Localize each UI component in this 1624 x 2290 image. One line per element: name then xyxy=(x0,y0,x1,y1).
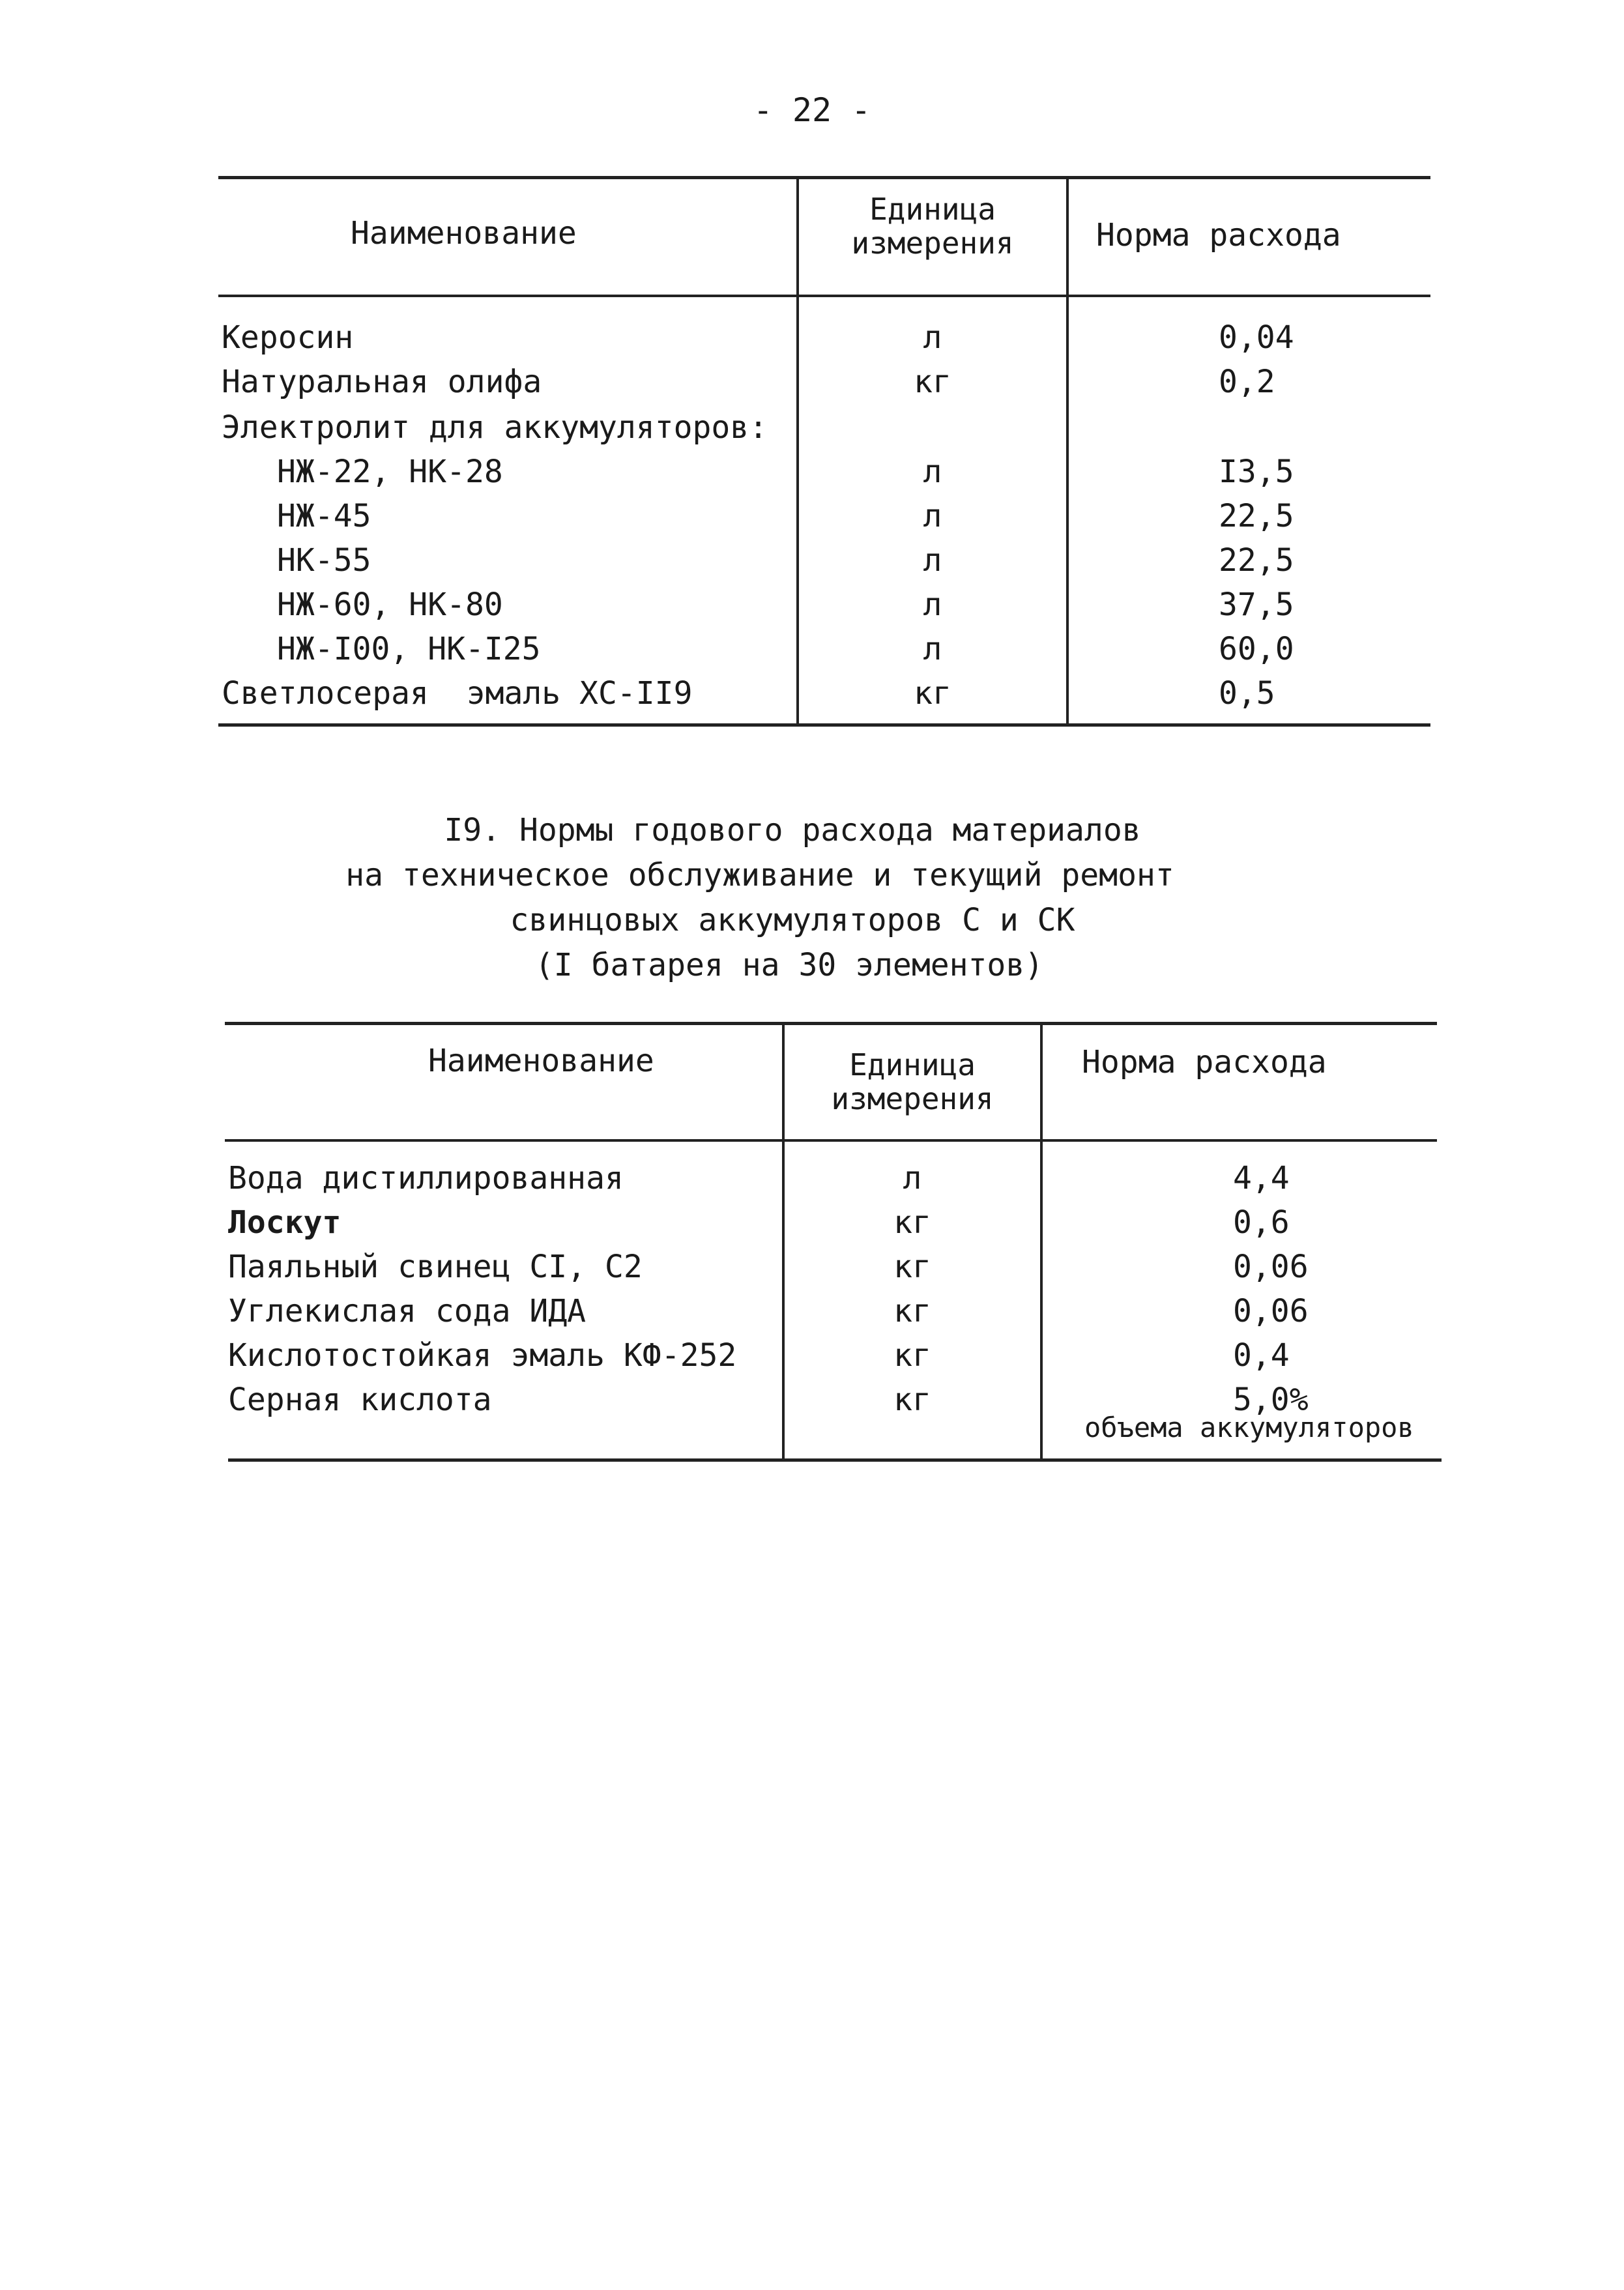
table-1-bottom-rule xyxy=(218,723,1430,727)
table-2-caption xyxy=(0,808,1624,988)
table-2-row-name: Серная кислота xyxy=(228,1382,492,1418)
table-2-row-unit: кг xyxy=(893,1382,931,1418)
table-1-row-value: 0,04 xyxy=(1219,319,1294,356)
table-2-row-name: Паяльный свинец СI, С2 xyxy=(228,1249,643,1285)
table-2-header-name: Наименование xyxy=(428,1043,654,1079)
caption-line-1: I9. Нормы годового расхода материалов xyxy=(444,812,1141,848)
table-1-row-unit: л xyxy=(923,587,942,623)
table-1-header-norm: Норма расхода xyxy=(1096,217,1341,254)
table-1-row-value: 0,5 xyxy=(1219,675,1275,712)
table-1-row-name: Светлосерая эмаль ХС-II9 xyxy=(222,675,693,712)
table-1-row-unit: л xyxy=(923,498,942,534)
table-2-row-unit: кг xyxy=(893,1337,931,1374)
table-2-divider-2 xyxy=(1040,1022,1043,1460)
table-2-row-value: 0,06 xyxy=(1233,1249,1309,1285)
table-2-header-rule xyxy=(225,1139,1437,1142)
table-1-row-value: 22,5 xyxy=(1219,498,1294,534)
table-1-row-value: 0,2 xyxy=(1219,364,1275,400)
table-2-row-value: 0,6 xyxy=(1233,1204,1290,1241)
table-2-row-name: Вода дистиллированная xyxy=(228,1160,624,1196)
table-2-header-norm: Норма расхода xyxy=(1082,1044,1327,1080)
table-2-bottom-rule xyxy=(228,1458,1442,1462)
table-1-row-unit: кг xyxy=(914,364,951,400)
table-1-header-rule xyxy=(218,295,1430,297)
table-2-row-value: 4,4 xyxy=(1233,1160,1290,1196)
table-1-header-unit xyxy=(799,192,1066,260)
table-2-row-unit: кг xyxy=(893,1249,931,1285)
table-2-row-name: Углекислая сода ИДА xyxy=(228,1293,587,1329)
table-2-row-value: 0,4 xyxy=(1233,1337,1290,1374)
table-2-row-unit: кг xyxy=(893,1293,931,1329)
table-1-row-name: НЖ-22, НК-28 xyxy=(277,454,503,490)
table-1-row-value: I3,5 xyxy=(1219,454,1294,490)
table-2-row-name: Лоскут xyxy=(228,1204,341,1241)
table-1-divider-2 xyxy=(1066,176,1069,725)
caption-line-2: на техническое обслуживание и текущий ремонт xyxy=(345,857,1174,893)
table-1-top-rule xyxy=(218,176,1430,179)
table-1-header-unit-line1: Единица xyxy=(869,192,996,227)
table-1-row-name: НЖ-45 xyxy=(277,498,371,534)
table-2-header-unit-line2: измерения xyxy=(831,1081,994,1116)
table-1-row-value: 37,5 xyxy=(1219,587,1294,623)
table-1-header-name: Наименование xyxy=(351,215,577,252)
table-2-row-unit: кг xyxy=(893,1204,931,1241)
table-1-row-name: НЖ-60, НК-80 xyxy=(277,587,503,623)
table-1-row-value: 22,5 xyxy=(1219,542,1294,579)
caption-line-4: (I батарея на 30 элементов) xyxy=(534,947,1044,983)
table-1-row-name: НЖ-I00, НК-I25 xyxy=(277,631,541,667)
table-2-header-unit-line1: Единица xyxy=(849,1047,976,1082)
table-1-row-value: 60,0 xyxy=(1219,631,1294,667)
table-1-row-unit: кг xyxy=(914,675,951,712)
table-1-row-name: Электролит для аккумуляторов: xyxy=(222,409,768,446)
table-2-header-unit xyxy=(785,1048,1040,1116)
table-1-header-unit-line2: измерения xyxy=(851,225,1014,261)
table-1-row-unit: л xyxy=(923,319,942,356)
table-2-top-rule xyxy=(225,1022,1437,1025)
table-1-row-unit: л xyxy=(923,631,942,667)
table-1-row-name: НК-55 xyxy=(277,542,371,579)
caption-line-3: свинцовых аккумуляторов С и СК xyxy=(510,902,1075,938)
table-2-row-unit: л xyxy=(903,1160,922,1196)
page-number: - 22 - xyxy=(753,91,871,129)
table-1-row-unit: л xyxy=(923,454,942,490)
table-1-row-unit: л xyxy=(923,542,942,579)
table-2-row-value: 5,0% xyxy=(1233,1382,1309,1418)
table-1-row-name: Керосин xyxy=(222,319,354,356)
table-1-row-name: Натуральная олифа xyxy=(222,364,542,400)
table-2-row-value: 0,06 xyxy=(1233,1293,1309,1329)
table-2-row-value-note: объема аккумуляторов xyxy=(1084,1412,1414,1443)
table-2-row-name: Кислотостойкая эмаль КФ-252 xyxy=(228,1337,737,1374)
